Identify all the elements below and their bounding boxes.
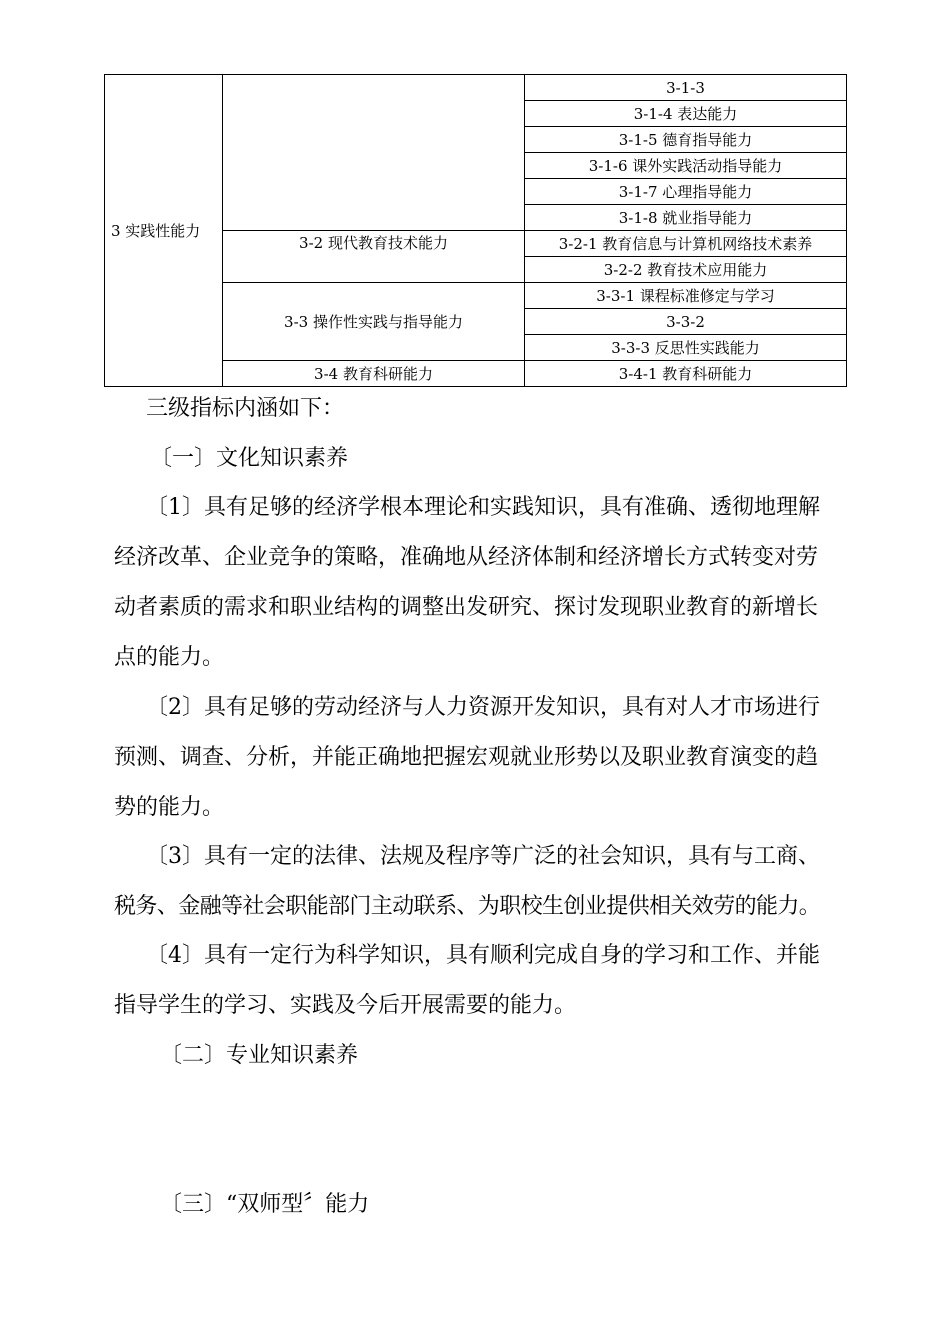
paragraph-line: 指导学生的学习、实践及今后开展需要的能力。 xyxy=(114,993,577,1018)
paragraph-1 xyxy=(114,483,844,683)
section-heading-3: 〔三〕“双师型〞能力 xyxy=(160,1192,370,1217)
level3-cell: 3-4-1 教育科研能力 xyxy=(525,361,847,387)
level2-cell: 3-2 现代教育技术能力 xyxy=(223,231,525,283)
paragraph-line: 税务、金融等社会职能部门主动联系、为职校生创业提供相关效劳的能力。 xyxy=(114,894,821,919)
level3-cell: 3-3-1 课程标准修定与学习 xyxy=(525,283,847,309)
table-row xyxy=(105,75,847,101)
level3-cell: 3-2-1 教育信息与计算机网络技术素养 xyxy=(525,231,847,257)
paragraph-line: 〔3〕具有一定的法律、法规及程序等广泛的社会知识，具有与工商、 xyxy=(146,844,820,869)
paragraph-line: 势的能力。 xyxy=(114,795,225,820)
level3-cell: 3-1-3 xyxy=(525,75,847,101)
level3-cell: 3-1-7 心理指导能力 xyxy=(525,179,847,205)
paragraph-line: 点的能力。 xyxy=(114,645,225,670)
level2-cell: 3-3 操作性实践与指导能力 xyxy=(223,283,525,361)
level3-cell: 3-1-4 表达能力 xyxy=(525,101,847,127)
paragraph-3 xyxy=(114,832,844,932)
paragraph-line: 〔4〕具有一定行为科学知识，具有顺利完成自身的学习和工作、并能 xyxy=(146,943,820,968)
paragraph-4 xyxy=(114,931,844,1031)
paragraph-line: 〔2〕具有足够的劳动经济与人力资源开发知识，具有对人才市场进行 xyxy=(146,695,820,720)
level3-cell: 3-1-5 德育指导能力 xyxy=(525,127,847,153)
paragraph-line: 预测、调查、分析，并能正确地把握宏观就业形势以及职业教育演变的趋 xyxy=(114,745,819,770)
level1-cell: 3 实践性能力 xyxy=(105,75,223,387)
paragraph-line: 〔1〕具有足够的经济学根本理论和实践知识，具有准确、透彻地理解 xyxy=(146,495,820,520)
level3-cell: 3-1-6 课外实践活动指导能力 xyxy=(525,153,847,179)
section-heading-1: 〔一〕文化知识素养 xyxy=(150,446,349,471)
level3-cell: 3-3-2 xyxy=(525,309,847,335)
section-heading-2: 〔二〕专业知识素养 xyxy=(160,1043,359,1068)
level2-cell: 3-4 教育科研能力 xyxy=(223,361,525,387)
paragraph-2 xyxy=(114,683,844,833)
intro-text: 三级指标内涵如下： xyxy=(146,396,345,421)
level3-cell: 3-3-3 反思性实践能力 xyxy=(525,335,847,361)
level3-cell: 3-1-8 就业指导能力 xyxy=(525,205,847,231)
paragraph-line: 动者素质的需求和职业结构的调整出发研究、探讨发现职业教育的新增长 xyxy=(114,595,819,620)
level2-cell xyxy=(223,75,525,231)
paragraph-line: 经济改革、企业竞争的策略，准确地从经济体制和经济增长方式转变对劳 xyxy=(114,545,819,570)
level3-cell: 3-2-2 教育技术应用能力 xyxy=(525,257,847,283)
indicator-table xyxy=(104,74,847,387)
